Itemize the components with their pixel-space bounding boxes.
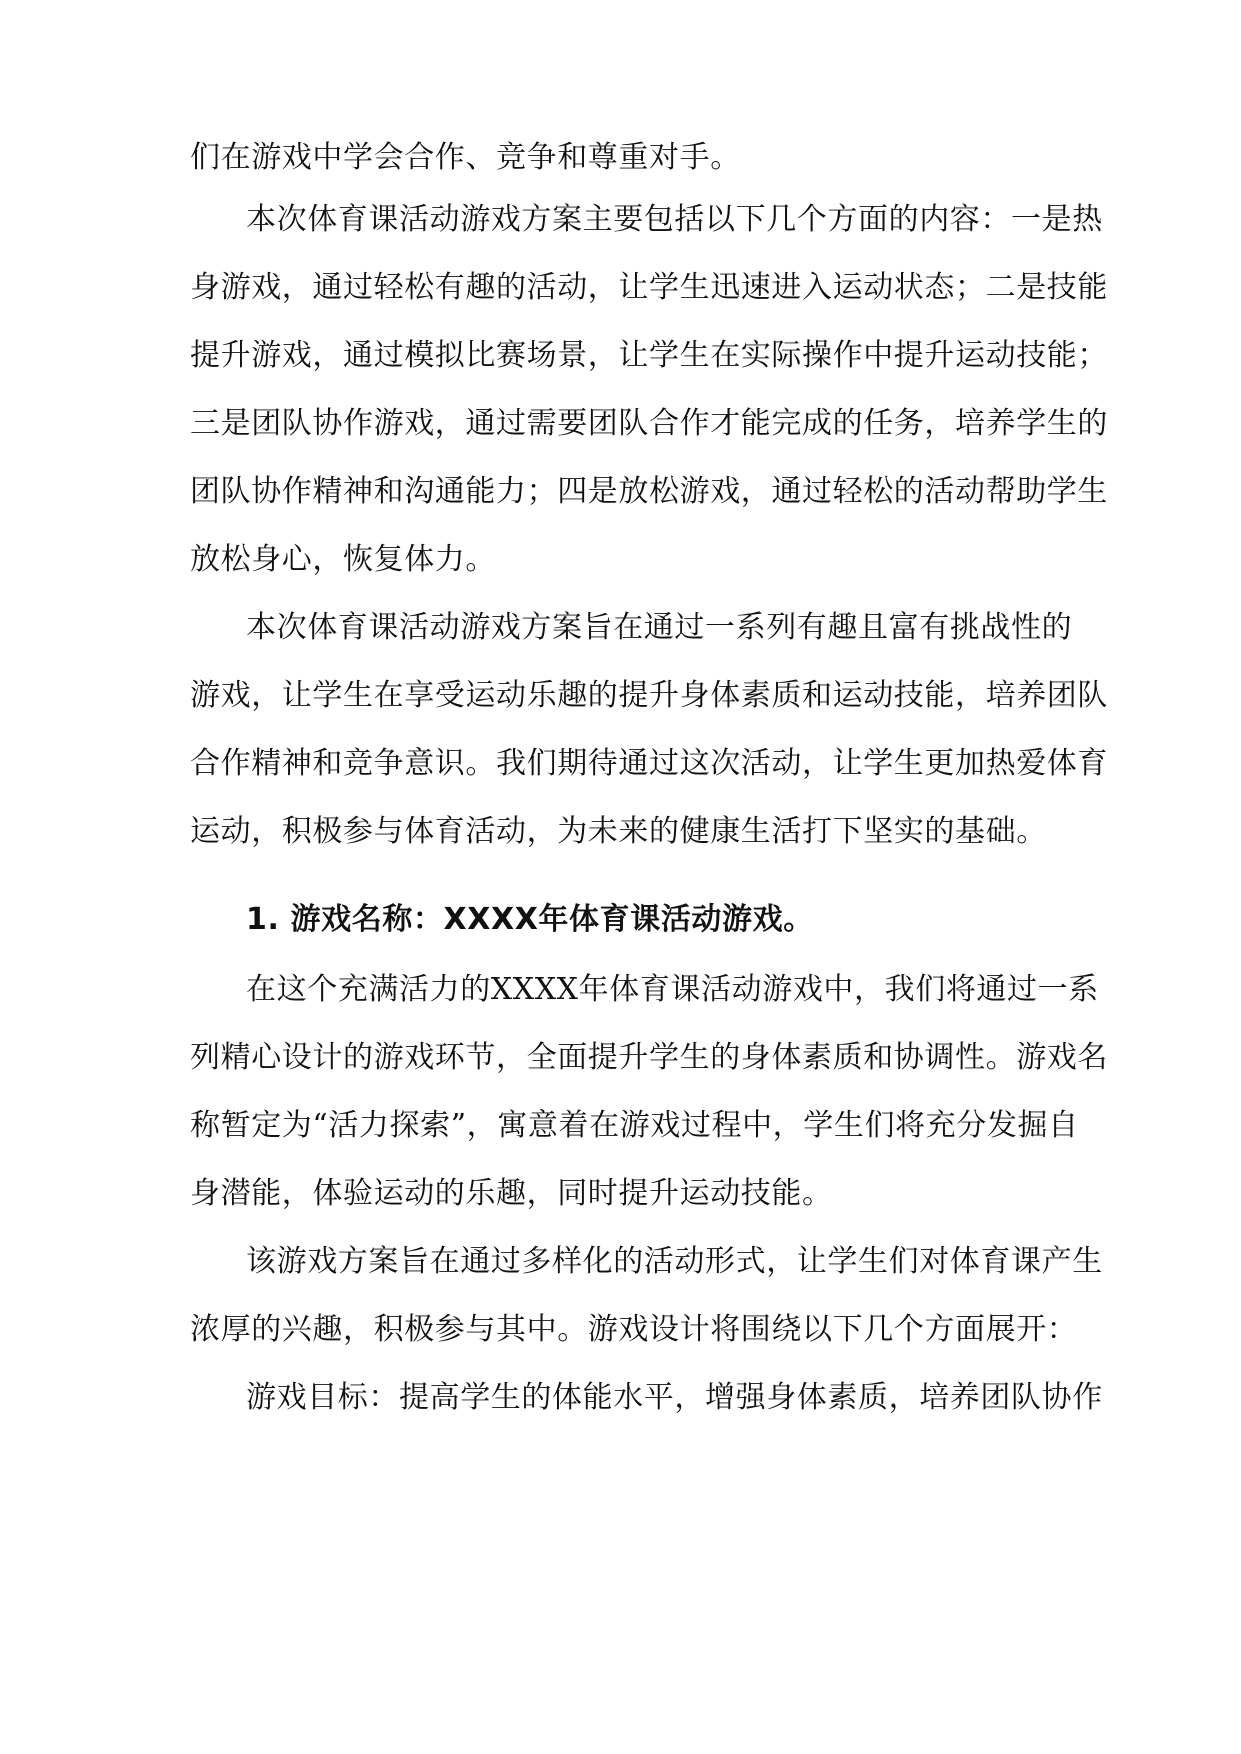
paragraph-line: 身游戏，通过轻松有趣的活动，让学生迅速进入运动状态；二是技能 [190, 270, 1108, 305]
paragraph-line: 该游戏方案旨在通过多样化的活动形式，让学生们对体育课产生 [246, 1244, 1103, 1279]
paragraph-line: 身潜能，体验运动的乐趣，同时提升运动技能。 [190, 1176, 833, 1211]
paragraph-line: 们在游戏中学会合作、竞争和尊重对手。 [190, 140, 741, 175]
paragraph-line: 浓厚的兴趣，积极参与其中。游戏设计将围绕以下几个方面展开： [190, 1312, 1078, 1347]
paragraph-line: 称暂定为“活力探索”，寓意着在游戏过程中，学生们将充分发掘自 [190, 1108, 1079, 1143]
paragraph-line: 本次体育课活动游戏方案旨在通过一系列有趣且富有挑战性的 [246, 610, 1073, 645]
paragraph-line: 游戏目标：提高学生的体能水平，增强身体素质，培养团队协作 [246, 1380, 1103, 1415]
paragraph-line: 三是团队协作游戏，通过需要团队合作才能完成的任务，培养学生的 [190, 406, 1108, 441]
paragraph-line: 合作精神和竞争意识。我们期待通过这次活动，让学生更加热爱体育 [190, 746, 1108, 781]
section-heading: 1. 游戏名称：XXXX年体育课活动游戏。 [246, 902, 814, 937]
paragraph-line: 游戏，让学生在享受运动乐趣的提升身体素质和运动技能，培养团队 [190, 678, 1108, 713]
paragraph-line: 提升游戏，通过模拟比赛场景，让学生在实际操作中提升运动技能； [190, 338, 1108, 373]
paragraph-line: 在这个充满活力的XXXX年体育课活动游戏中，我们将通过一系 [246, 972, 1099, 1007]
paragraph-line: 本次体育课活动游戏方案主要包括以下几个方面的内容：一是热 [246, 202, 1103, 237]
paragraph-line: 列精心设计的游戏环节，全面提升学生的身体素质和协调性。游戏名 [190, 1040, 1108, 1075]
paragraph-line: 团队协作精神和沟通能力；四是放松游戏，通过轻松的活动帮助学生 [190, 474, 1108, 509]
paragraph-line: 运动，积极参与体育活动，为未来的健康生活打下坚实的基础。 [190, 814, 1047, 849]
paragraph-line: 放松身心，恢复体力。 [190, 542, 496, 577]
